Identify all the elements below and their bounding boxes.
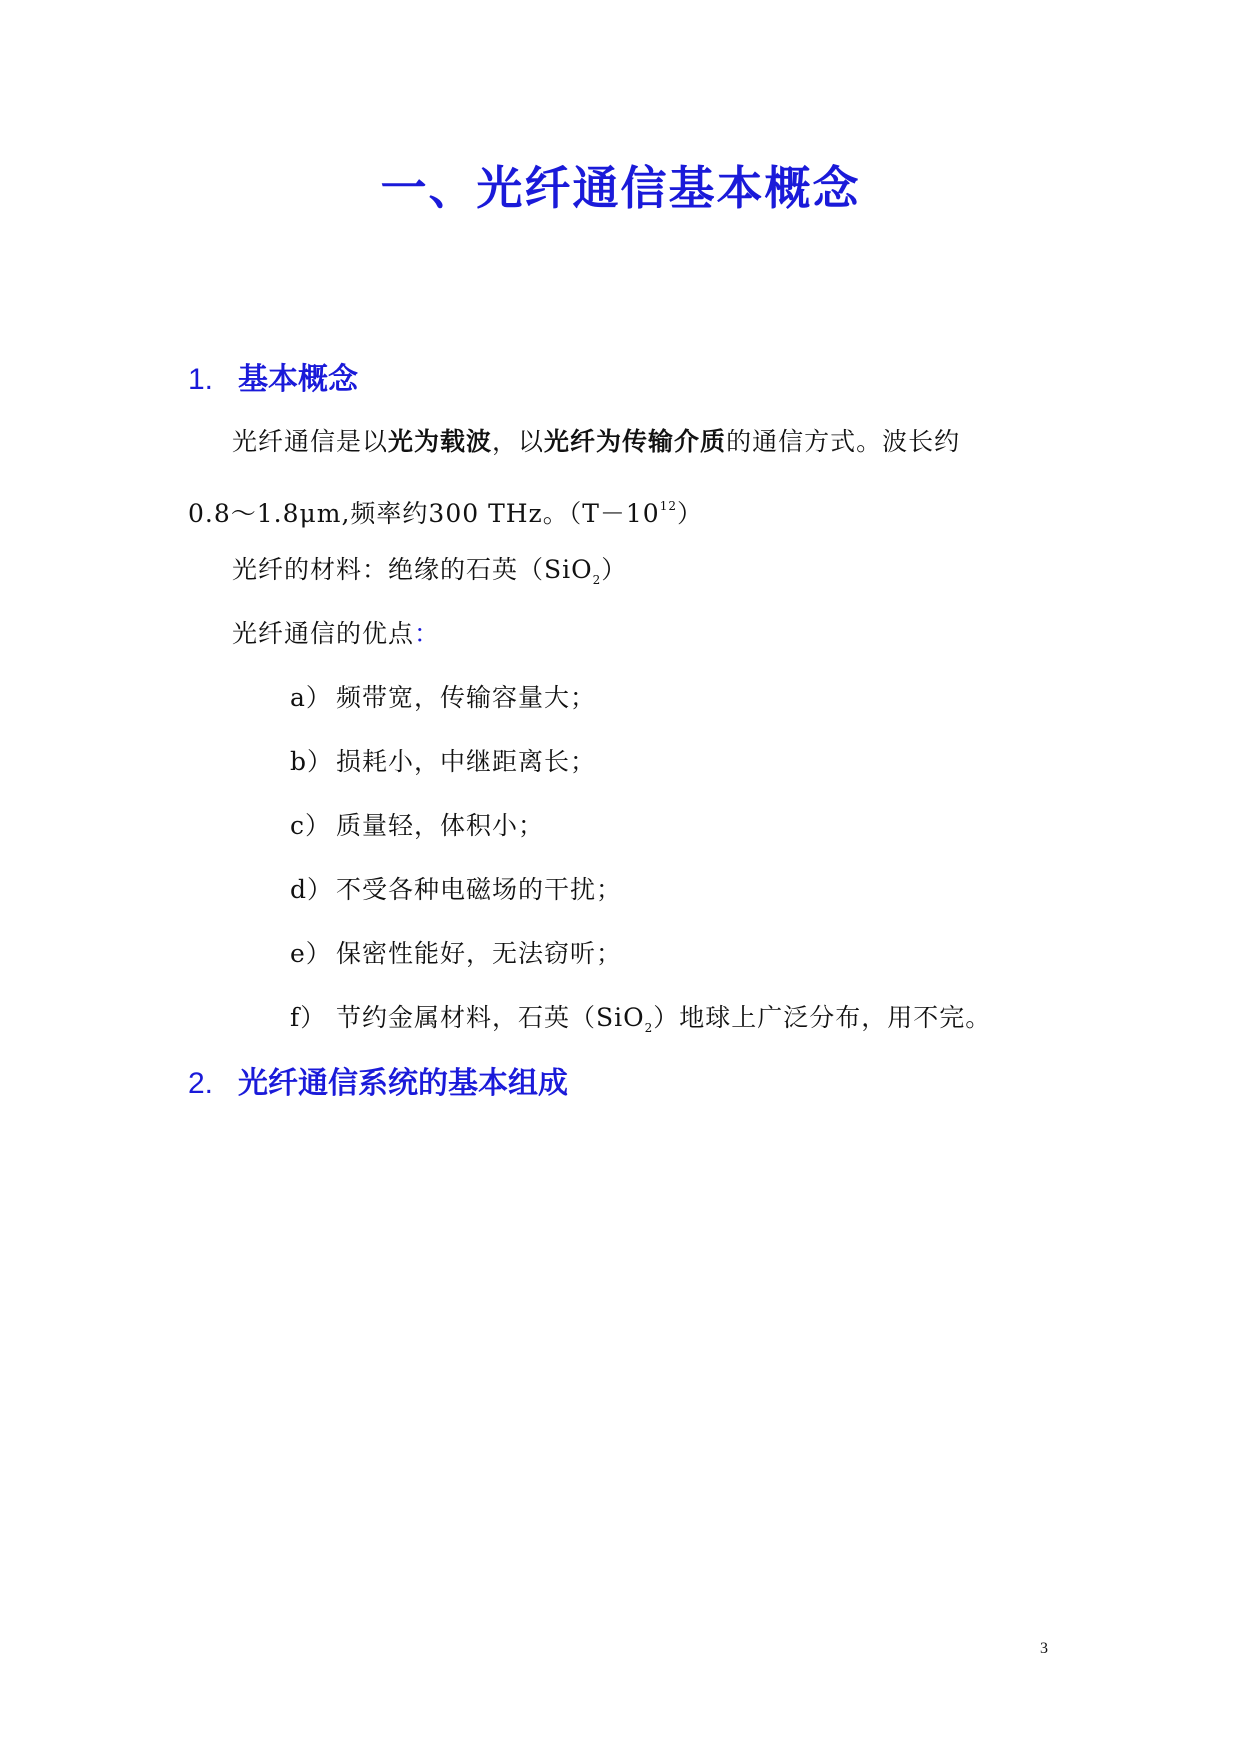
list-item (290, 680, 596, 716)
closing-paren: ） (677, 499, 704, 528)
definition-text: 的通信方式。波长约 (726, 427, 961, 456)
exponent: 12 (659, 499, 677, 513)
material-line (232, 552, 627, 598)
definition-emphasis-medium: 光纤为传输介质 (544, 427, 727, 456)
list-marker: b） (290, 747, 334, 776)
list-item (290, 936, 622, 972)
section-title: 基本概念 (238, 362, 358, 397)
list-marker: c） (290, 811, 332, 840)
list-item-text: 保密性能好，无法窃听； (336, 939, 623, 968)
section-title: 光纤通信系统的基本组成 (238, 1066, 568, 1101)
definition-text: ，以 (492, 427, 545, 456)
list-item-text-end: ）地球上广泛分布，用不完。 (653, 1003, 992, 1032)
list-marker: d） (290, 875, 334, 904)
list-item-text: 频带宽，传输容量大； (336, 683, 597, 712)
subscript: 2 (644, 1021, 654, 1035)
section-heading-system-composition (188, 1064, 568, 1104)
list-item (290, 872, 622, 908)
definition-line-1 (232, 424, 960, 460)
section-number: 1. (188, 363, 214, 396)
advantages-label-text: 光纤通信的优点 (232, 619, 415, 648)
subscript: 2 (592, 573, 602, 587)
advantages-colon: ： (414, 619, 441, 648)
list-item-text: 质量轻，体积小； (336, 811, 545, 840)
closing-paren: ） (601, 555, 628, 584)
list-marker: a） (290, 683, 332, 712)
page-title: 一、光纤通信基本概念 (380, 161, 861, 215)
definition-line-2 (188, 488, 703, 532)
list-item (290, 744, 596, 780)
list-item-text: 损耗小，中继距离长； (336, 747, 597, 776)
wavelength-frequency-text: 0.8～1.8μm,频率约300 THz。（T－10 (188, 499, 660, 528)
list-marker: f） (290, 1003, 327, 1032)
definition-text: 光纤通信是以 (232, 427, 389, 456)
list-marker: e） (290, 939, 332, 968)
material-text: 光纤的材料：绝缘的石英（SiO (232, 555, 593, 584)
list-item (290, 808, 544, 844)
section-heading-basic-concepts (188, 360, 358, 400)
list-item-text: 不受各种电磁场的干扰； (336, 875, 623, 904)
section-number: 2. (188, 1067, 214, 1100)
list-item-text: 节约金属材料，石英（SiO (336, 1003, 645, 1032)
definition-emphasis-carrier: 光为载波 (388, 427, 493, 456)
list-item (290, 1000, 991, 1046)
page-number: 3 (1040, 1640, 1048, 1657)
advantages-label (232, 616, 440, 652)
